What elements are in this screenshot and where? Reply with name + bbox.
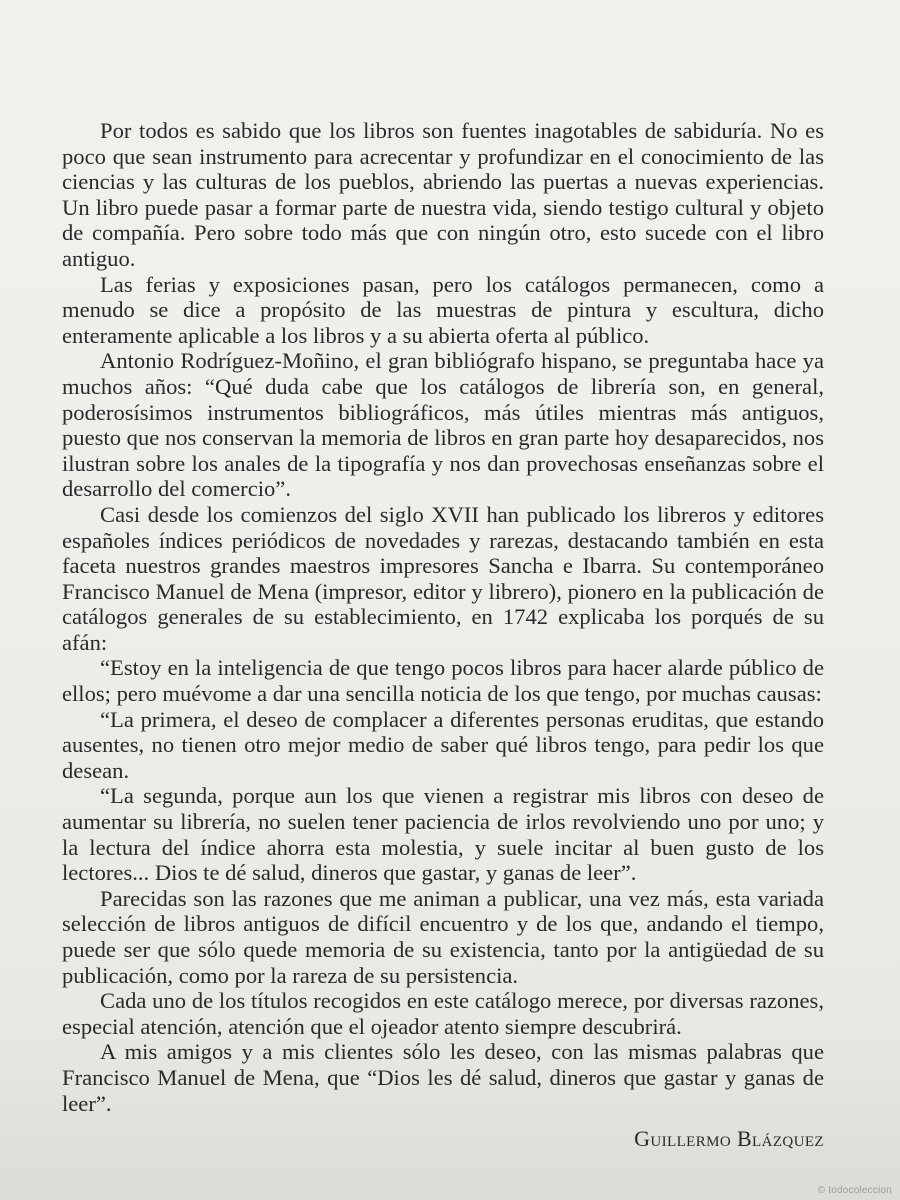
paragraph: Por todos es sabido que los libros son fuentes inagotables de sabiduría. No es poco que sean instrumento para acrecentar y profundizar en el conocimiento de las ciencias y las culturas de los pueblos, abriendo las puertas a nuevas experiencias. Un libro puede pasar a formar parte de nuestra vida, siendo testigo cultural y objeto de compañía. Pero sobre todo más que con ningún otro, esto sucede con el libro antiguo. bbox=[62, 118, 824, 271]
paragraph: Casi desde los comienzos del siglo XVII han publicado los libreros y editores españoles índices periódicos de novedades y rarezas, destacando también en esta faceta nuestros grandes maestros impresores Sancha e Ibarra. Su contemporáneo Francisco Manuel de Mena (impresor, editor y librero), pionero en la publicación de catálogos generales de su establecimiento, en 1742 explicaba los porqués de su afán: bbox=[62, 501, 824, 655]
paragraph: Las ferias y exposiciones pasan, pero los catálogos permanecen, como a menudo se dice a propósito de las muestras de pintura y escultura, dicho enteramente aplicable a los libros y a su abierta oferta al público. bbox=[62, 271, 824, 348]
paragraph: “La primera, el deseo de complacer a diferentes personas eruditas, que estando ausentes, no tienen otro mejor medio de saber qué libros tengo, para pedir los que desean. bbox=[62, 706, 824, 783]
paragraph: Cada uno de los títulos recogidos en este catálogo merece, por diversas razones, especial atención, atención que el ojeador atento siempre descubrirá. bbox=[62, 988, 824, 1039]
author-signature: Guillermo Blázquez bbox=[634, 1126, 824, 1151]
paragraph: “La segunda, porque aun los que vienen a registrar mis libros con deseo de aumentar su librería, no suelen tener paciencia de irlos revolviendo uno por uno; y la lectura del índice ahorra esta molestia, y suele incitar al buen gusto de los lectores... Dios te dé salud, dineros que gastar, y ganas de leer”. bbox=[62, 783, 824, 886]
body-text bbox=[62, 118, 824, 1116]
paragraph: Parecidas son las razones que me animan a publicar, una vez más, esta variada selección de libros antiguos de difícil encuentro y de los que, andando el tiempo, puede ser que sólo quede memoria de su existencia, tanto por la antigüedad de su publicación, como por la rareza de su persistencia. bbox=[62, 885, 824, 988]
paragraph: “Estoy en la inteligencia de que tengo pocos libros para hacer alarde público de ellos; pero muévome a dar una sencilla noticia de los que tengo, por muchas causas: bbox=[62, 655, 824, 707]
paragraph: Antonio Rodríguez-Moñino, el gran bibliógrafo hispano, se preguntaba hace ya muchos años: “Qué duda cabe que los catálogos de librería son, en general, poderosísimos instrumentos bibliográficos, más útiles mientras más antiguos, puesto que nos conservan la memoria de libros en gran parte hoy desaparecidos, nos ilustran sobre los anales de la tipografía y nos dan provechosas enseñanzas sobre el desarrollo del comercio”. bbox=[62, 348, 824, 502]
watermark-text: © todocoleccion bbox=[817, 1185, 892, 1196]
paragraph: A mis amigos y a mis clientes sólo les deseo, con las mismas palabras que Francisco Manuel de Mena, que “Dios les dé salud, dineros que gastar y ganas de leer”. bbox=[62, 1039, 824, 1116]
